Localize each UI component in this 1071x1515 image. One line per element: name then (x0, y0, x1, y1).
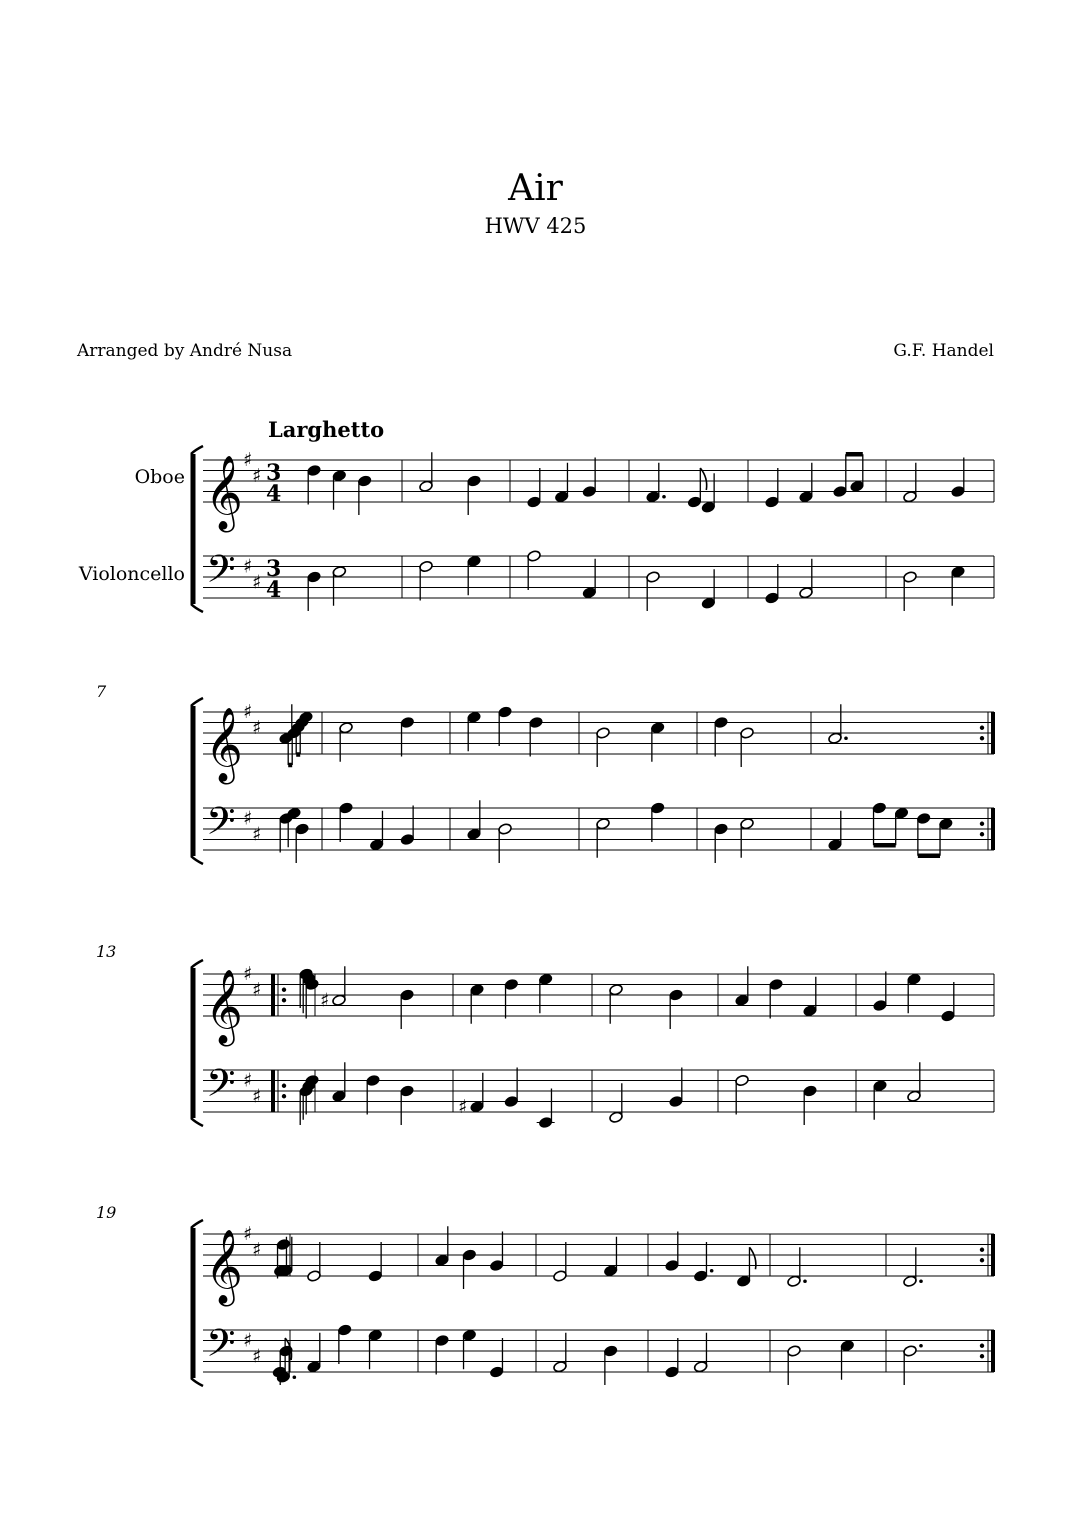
key-signature-sharp-icon: ♯ (252, 464, 262, 487)
repeat-dot (282, 998, 286, 1002)
note-head (435, 1254, 450, 1267)
note-head (765, 496, 780, 509)
note-head (498, 823, 513, 836)
repeat-dot (980, 1258, 984, 1262)
note-head (596, 727, 611, 740)
note-head (650, 802, 665, 815)
note-head (603, 1264, 618, 1277)
note-head (714, 716, 729, 729)
final-barline (991, 808, 995, 850)
key-signature-sharp-icon: ♯ (243, 701, 253, 723)
note-head (435, 1334, 450, 1347)
composer-credit: G.F. Handel (893, 341, 994, 361)
measure-number: 13 (96, 942, 117, 961)
note-head (307, 464, 322, 477)
note-head (489, 1366, 504, 1379)
note-head (701, 597, 716, 610)
note-head (609, 1111, 624, 1124)
note-head (873, 999, 888, 1012)
note-head (307, 1270, 322, 1283)
note-head (538, 1116, 553, 1129)
note-head (740, 727, 755, 740)
score-title: Air (508, 168, 563, 209)
key-signature-sharp-icon: ♯ (252, 716, 262, 739)
dot (662, 495, 666, 499)
note-head (735, 1074, 750, 1087)
arranger-credit: Arranged by André Nusa (77, 341, 293, 361)
key-signature-sharp-icon: ♯ (252, 823, 262, 846)
treble-clef-icon: 𝄞 (205, 708, 243, 782)
note-head (693, 1360, 708, 1373)
key-signature-sharp-icon: ♯ (243, 449, 253, 471)
note-head (894, 807, 909, 820)
note-head (470, 1100, 485, 1113)
note-head (366, 1074, 381, 1087)
note-head (665, 1366, 680, 1379)
note-head (603, 1345, 618, 1358)
note-head (527, 496, 542, 509)
note-head (669, 1095, 684, 1108)
repeat-dot (980, 736, 984, 740)
repeat-dot (980, 1354, 984, 1358)
note-head (916, 812, 931, 825)
note-head (504, 1095, 519, 1108)
system-bracket (191, 698, 203, 706)
key-signature-sharp-icon: ♯ (252, 1238, 262, 1261)
dot (710, 1269, 714, 1273)
note-head (693, 1270, 708, 1283)
dot (293, 1375, 297, 1379)
note-head (903, 490, 918, 503)
note-head (650, 721, 665, 734)
note-head (538, 973, 553, 986)
note-head (295, 823, 310, 836)
dot (803, 1279, 807, 1283)
note-head (467, 555, 482, 568)
system-bracket (191, 856, 203, 864)
note-head (332, 1090, 347, 1103)
note-head (368, 1270, 383, 1283)
instrument-name-violoncello: Violoncello (78, 563, 185, 585)
treble-clef-icon: 𝄞 (205, 456, 243, 530)
note-head (907, 1090, 922, 1103)
repeat-barline (271, 974, 275, 1016)
note-head (669, 989, 684, 1002)
repeat-dot (282, 1084, 286, 1088)
note-head (553, 1360, 568, 1373)
repeat-dot (980, 822, 984, 826)
instrument-name-oboe: Oboe (134, 466, 185, 488)
note-head (339, 721, 354, 734)
note-head (400, 1085, 415, 1098)
bass-clef-icon: 𝄢 (206, 1320, 236, 1375)
note-head (470, 983, 485, 996)
accidental-sharp-icon: ♯ (458, 1095, 468, 1118)
note-head (504, 978, 519, 991)
note-head (903, 1275, 918, 1288)
note-head (368, 1329, 383, 1342)
note-head (369, 838, 384, 851)
note-head (714, 823, 729, 836)
tempo-marking: Larghetto (268, 417, 385, 442)
note-head (419, 560, 434, 573)
final-barline (991, 1330, 995, 1372)
note-head (828, 838, 843, 851)
repeat-barline (271, 1070, 275, 1112)
time-signature-bottom: 4 (266, 481, 282, 507)
bass-clef-icon: 𝄢 (206, 798, 236, 853)
note-head (787, 1275, 802, 1288)
note-head (553, 1270, 568, 1283)
note-head (498, 706, 513, 719)
note-head (735, 994, 750, 1007)
key-signature-sharp-icon: ♯ (243, 1329, 253, 1352)
note-head (400, 989, 415, 1002)
key-signature-sharp-icon: ♯ (243, 1223, 253, 1245)
system-bracket (191, 1118, 203, 1126)
time-signature-bottom: 4 (266, 577, 282, 603)
note-head (529, 716, 544, 729)
note-head (467, 475, 482, 488)
note-head (307, 1360, 322, 1373)
note-head (419, 480, 434, 493)
note-head (903, 1345, 918, 1358)
flag (700, 468, 706, 490)
system-bracket (191, 446, 203, 454)
note-head (687, 496, 702, 509)
note-head (903, 571, 918, 584)
key-signature-sharp-icon: ♯ (252, 571, 262, 594)
accidental-sharp-icon: ♯ (320, 989, 330, 1012)
note-head (872, 802, 887, 815)
note-head (907, 973, 922, 986)
note-head (799, 586, 814, 599)
key-signature-sharp-icon: ♯ (243, 807, 253, 830)
system-bracket (191, 1378, 203, 1386)
time-signature-top: 3 (266, 556, 282, 582)
note-head (850, 480, 865, 493)
note-head (803, 1085, 818, 1098)
note-head (609, 983, 624, 996)
repeat-dot (980, 832, 984, 836)
note-head (400, 833, 415, 846)
treble-clef-icon: 𝄞 (205, 970, 243, 1044)
note-head (467, 711, 482, 724)
measure-number: 7 (96, 682, 107, 701)
system-bracket (191, 960, 203, 968)
note-head (582, 586, 597, 599)
note-head (467, 828, 482, 841)
note-head (337, 1324, 352, 1337)
note-head (840, 1339, 855, 1352)
repeat-dot (980, 726, 984, 730)
note-head (276, 1238, 291, 1251)
note-head (646, 490, 661, 503)
measure-number: 19 (96, 1203, 117, 1222)
note-head (701, 501, 716, 514)
repeat-dot (282, 1094, 286, 1098)
system-bracket (191, 604, 203, 612)
note-head (462, 1249, 477, 1262)
note-head (833, 485, 848, 498)
note-head (307, 571, 322, 584)
note-head (769, 978, 784, 991)
repeat-dot (282, 988, 286, 992)
final-barline (991, 712, 995, 754)
note-head (873, 1079, 888, 1092)
key-signature-sharp-icon: ♯ (252, 1085, 262, 1108)
note-head (554, 490, 569, 503)
score-subtitle: HWV 425 (484, 214, 587, 238)
note-head (828, 732, 843, 745)
note-head (951, 485, 966, 498)
key-signature-sharp-icon: ♯ (243, 555, 253, 578)
key-signature-sharp-icon: ♯ (252, 1345, 262, 1368)
note-head (527, 550, 542, 563)
dot (919, 1279, 923, 1283)
dot (919, 1344, 923, 1348)
time-signature-top: 3 (266, 460, 282, 486)
note-head (941, 1010, 956, 1023)
note-head (332, 994, 347, 1007)
key-signature-sharp-icon: ♯ (252, 978, 262, 1001)
final-barline (991, 1234, 995, 1276)
note-head (462, 1329, 477, 1342)
note-head (787, 1345, 802, 1358)
note-head (665, 1259, 680, 1272)
note-head (489, 1259, 504, 1272)
note-head (332, 469, 347, 482)
system-bracket (191, 1220, 203, 1228)
repeat-dot (980, 1344, 984, 1348)
note-head (740, 817, 755, 830)
note-head (803, 1004, 818, 1017)
dot (844, 736, 848, 740)
bass-clef-icon: 𝄢 (206, 1060, 236, 1115)
note-head (357, 475, 372, 488)
note-head (596, 817, 611, 830)
bass-clef-icon: 𝄢 (206, 546, 236, 601)
note-head (765, 592, 780, 605)
note-head (736, 1275, 751, 1288)
note-head (799, 490, 814, 503)
note-head (332, 565, 347, 578)
note-head (400, 716, 415, 729)
note-head (951, 565, 966, 578)
note-head (582, 485, 597, 498)
treble-clef-icon: 𝄞 (205, 1230, 243, 1304)
key-signature-sharp-icon: ♯ (243, 1069, 253, 1092)
repeat-dot (980, 1248, 984, 1252)
key-signature-sharp-icon: ♯ (243, 963, 253, 985)
note-head (646, 571, 661, 584)
note-head (339, 802, 354, 815)
note-head (939, 817, 954, 830)
